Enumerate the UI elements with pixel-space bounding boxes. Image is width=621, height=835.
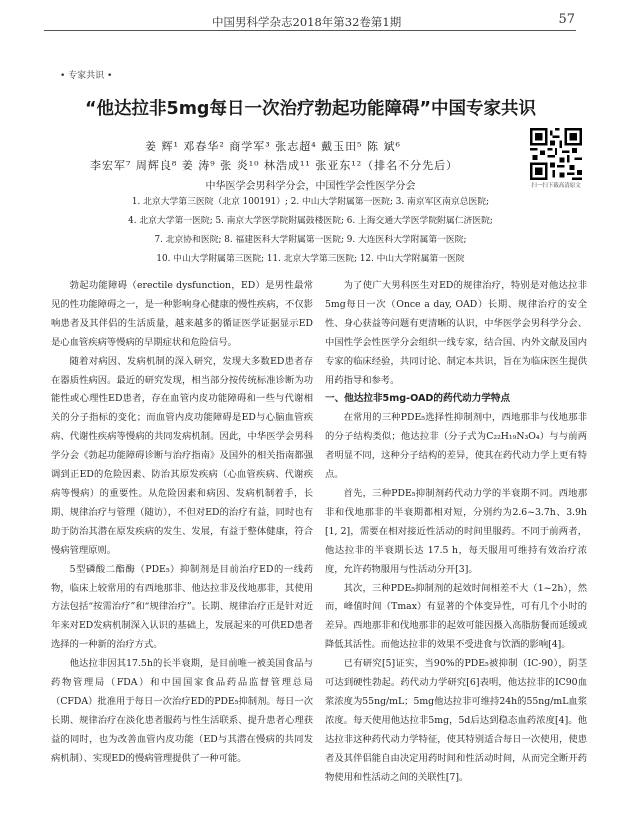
- affiliation-line: 4. 北京大学第一医院; 5. 南京大学医学院附属鼓楼医院; 6. 上海交通大学医学院附属仁济医院;: [128, 216, 493, 226]
- page-number: 57: [558, 12, 575, 27]
- paragraph: 为了使广大男科医生对ED的规律治疗，特别是对他达拉非5mg每日一次（Once a day, OAD）长期、规律治疗的安全性、身心获益等问题有更清晰的认识，中华医学会男科学分会、中国性学会性医学分会组织一线专家，结合国、内外文献及国内专家的临床经验，共同讨论、制定本共识，旨在为临床医生提供用药指导和参考。: [325, 280, 587, 386]
- left-column: [51, 277, 313, 769]
- qr-caption: 扫一扫下载高清原文: [531, 183, 581, 189]
- paragraph: 他达拉非因其17.5h的长半衰期，是目前唯一被美国食品与药物管理局（FDA）和中国国家食品药品监督管理总局（CFDA）批准用于每日一次治疗ED的PDE₅抑制剂。每日一次长期、规律治疗在淡化患者服药与性生活联系、提升患者心理获益的同时，也为改善血管内皮功能（ED与其潜在慢病的共同发病机制）、实现ED的慢病管理提供了一种可能。: [51, 658, 313, 764]
- paragraph: 已有研究[5]证实，当90%的PDE₅被抑制（IC-90），阴茎可达到硬性勃起。药代动力学研究[6]表明，他达拉非的IC90血浆浓度为55ng/mL；5mg他达拉非可维持24h的55ng/mL血浆浓度。每天使用他达拉非5mg，5d后达到稳态血药浓度[4]。他达拉非这种药代动力学特征，使其特别适合每日一次使用，使患者及其伴侣能自由决定用药时间和性活动时间，从而完全断开药物使用和性活动之间的关联性[7]。: [325, 658, 587, 783]
- paragraph: 勃起功能障碍（erectile dysfunction，ED）是男性最常见的性功能障碍之一，是一种影响身心健康的慢性疾病，不仅影响患者及其伴侣的生活质量，越来越多的循证医学证据显示ED是心血管疾病等慢病的早期症状和危险信号。: [51, 280, 313, 348]
- affiliation-line: 10. 中山大学附属第三医院; 11. 北京大学第三医院; 12. 中山大学附属第一医院: [156, 254, 465, 264]
- paper-title: “他达拉非5mg每日一次治疗勃起功能障碍”中国专家共识: [85, 99, 536, 119]
- column-tag: • 专家共识 •: [60, 71, 113, 81]
- authors-line-2: 李宏军⁷ 周辉良⁸ 姜 涛⁹ 张 炎¹⁰ 林浩成¹¹ 张亚东¹²（排名不分先后）: [90, 159, 459, 172]
- paragraph: 在常用的三种PDE₅选择性抑制剂中，西地那非与伐地那非的分子结构类似；他达拉非（分子式为C₂₂H₁₉N₃O₄）与与前两者明显不同，这种分子结构的差异，使其在药代动力学上更有特点。: [325, 412, 587, 481]
- paragraph: 首先，三种PDE₅抑制剂药代动力学的半衰期不同。西地那非和伐地那非的半衰期都相对短，分别约为2.6~3.7h、3.9h [1, 2]，需要在相对接近性活动的时间里服药。不同于前两者，他达拉非的半衰期长达 17.5 h，每天服用可维持有效治疗浓度，允许药物服用与性活动分开[3]。: [325, 487, 587, 575]
- section-heading: 一、他达拉非5mg-OAD的药代动力学特点: [325, 393, 511, 405]
- organizations: 中华医学会男科学分会，中国性学会性医学分会: [205, 181, 416, 192]
- running-header: [0, 8, 621, 30]
- journal-issue: 中国男科学杂志2018年第32卷第1期: [212, 15, 402, 29]
- affiliation-line: 7. 北京协和医院; 8. 福建医科大学附属第一医院; 9. 大连医科大学附属第一医院;: [154, 235, 467, 245]
- affiliation-line: 1. 北京大学第三医院（北京 100191）; 2. 中山大学附属第一医院; 3. 南京军区南京总医院;: [131, 197, 490, 207]
- qr-code-icon[interactable]: [530, 128, 582, 180]
- paragraph: 5型磷酸二酯酶（PDE₅）抑制剂是目前治疗ED的一线药物，临床上较常用的有西地那非、他达拉非及伐地那非，其使用方法包括“按需治疗”和“规律治疗”。长期、规律治疗正是针对近年来对ED发病机制深入认识的基础上，发展起来的可供ED患者选择的一种新的治疗方式。: [51, 563, 313, 651]
- header-rule: [44, 30, 576, 31]
- authors-line-1: 姜 辉¹ 邓春华² 商学军³ 张志超⁴ 戴玉田⁵ 陈 斌⁶: [145, 140, 401, 153]
- right-column: [325, 277, 587, 787]
- paragraph: 其次，三种PDE₅抑制剂的起效时间相差不大（1~2h），然而，峰值时间（Tmax）有显著的个体变异性，可有几个小时的差异。西地那非和伐地那非的起效可能因摄入高脂肪餐而延缓或降低其活性。而他达拉非的效果不受进食与饮酒的影响[4]。: [325, 582, 587, 651]
- paragraph: 随着对病因、发病机制的深入研究，发现大多数ED患者存在器质性病因。最近的研究发现，相当部分按传统标准诊断为功能性或心理性ED患者，存在血管内皮功能障碍和一些与代谢相关的分子指标的变化；而血管内皮功能障碍是ED与心脑血管疾病、代谢性疾病等慢病的共同发病机制。因此，中华医学会男科学分会《勃起功能障碍诊断与治疗指南》及国外的相关指南都强调到正ED的危险因素、防治其原发疾病（心血管疾病、代谢疾病等慢病）的重要性。从危险因素和病因、发病机制着手，长期、规律治疗与管理（随访），不但对ED的治疗有益，同时也有助于防治其潜在原发疾病的发生、发展，有益于整体健康，符合慢病管理原则。: [51, 355, 313, 556]
